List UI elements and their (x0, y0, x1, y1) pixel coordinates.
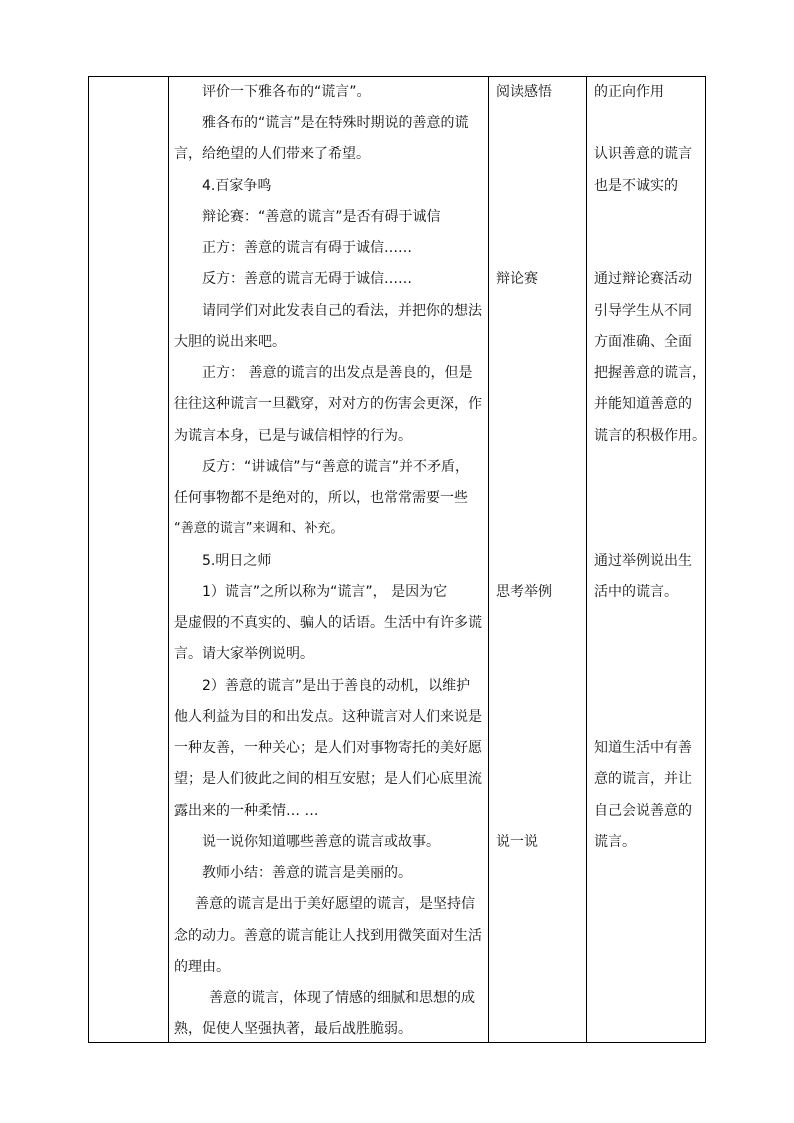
content-line: 评价一下雅各布的“谎言”。 (202, 84, 371, 100)
content-line: “善意的谎言”来调和、补充。 (174, 521, 344, 536)
purpose-line: 方面准确、全面 (594, 334, 692, 350)
purpose-line: 通过举例说出生 (594, 553, 692, 569)
column-divider-1 (168, 76, 169, 1043)
content-line: 说一说你知道哪些善意的谎言或故事。 (202, 834, 440, 850)
purpose-line: 活中的谎言。 (594, 584, 678, 600)
content-line: 善意的谎言是出于美好愿望的谎言，是坚持信 (195, 896, 475, 912)
content-line: 念的动力。善意的谎言能让人找到用微笑面对生活 (174, 928, 482, 944)
content-line: 言。请大家举例说明。 (174, 646, 314, 662)
activity-label: 阅读感悟 (496, 84, 552, 100)
content-line: 是虚假的不真实的、骗人的话语。生活中有许多谎 (174, 615, 482, 631)
content-line: 善意的谎言，体现了情感的细腻和思想的成 (209, 990, 475, 1006)
content-line: 正方：善意的谎言有碍于诚信…… (202, 240, 412, 256)
content-line: 反方：“讲诚信”与“善意的谎言”并不矛盾， (202, 459, 470, 475)
content-line: 辩论赛：“善意的谎言”是否有碍于诚信 (202, 209, 441, 225)
content-line: 雅各布的“谎言”是在特殊时期说的善意的谎 (202, 115, 469, 131)
content-line: 为谎言本身，已是与诚信相悖的行为。 (174, 428, 412, 444)
purpose-line: 也是不诚实的 (594, 178, 678, 194)
purpose-line: 把握善意的谎言， (594, 365, 706, 381)
purpose-line: 意的谎言，并让 (594, 771, 692, 787)
table-border-left (88, 76, 89, 1043)
content-line: 他人利益为目的和出发点。这种谎言对人们来说是 (174, 709, 482, 725)
purpose-line: 认识善意的谎言 (594, 146, 692, 162)
content-line: 的理由。 (174, 959, 230, 975)
purpose-line: 的正向作用 (594, 84, 664, 100)
content-line: 1）谎言”之所以称为“谎言”， 是因为它 (202, 584, 448, 600)
purpose-line: 知道生活中有善 (594, 740, 692, 756)
purpose-line: 引导学生从不同 (594, 303, 692, 319)
content-line: 正方： 善意的谎言的出发点是善良的，但是 (202, 365, 473, 381)
content-line: 请同学们对此发表自己的看法，并把你的想法 (202, 303, 482, 319)
purpose-line: 谎言的积极作用。 (594, 428, 706, 444)
purpose-line: 谎言。 (594, 834, 636, 850)
content-line: 往往这种谎言一旦戳穿，对对方的伤害会更深，作 (174, 396, 482, 412)
column-divider-2 (488, 76, 489, 1043)
content-line: 言，给绝望的人们带来了希望。 (174, 146, 370, 162)
content-line: 教师小结：善意的谎言是美丽的。 (202, 865, 412, 881)
content-line: 望；是人们彼此之间的相互安慰；是人们心底里流 (174, 771, 482, 787)
table-border-bottom (88, 1042, 706, 1043)
activity-label: 思考举例 (496, 584, 552, 600)
purpose-line: 并能知道善意的 (594, 396, 692, 412)
purpose-line: 通过辩论赛活动 (594, 271, 692, 287)
content-line: 任何事物都不是绝对的，所以，也常常需要一些 (174, 490, 468, 506)
content-line: 反方：善意的谎言无碍于诚信…… (202, 271, 412, 287)
content-line: 熟，促使人坚强执著，最后战胜脆弱。 (174, 1021, 412, 1037)
activity-label: 辩论赛 (496, 271, 538, 287)
content-line: 大胆的说出来吧。 (174, 334, 286, 350)
purpose-line: 自己会说善意的 (594, 803, 692, 819)
content-line: 4.百家争鸣 (202, 178, 272, 194)
table-border-top (88, 76, 706, 77)
content-line: 5.明日之师 (202, 553, 272, 569)
activity-label: 说一说 (496, 834, 538, 850)
content-line: 露出来的一种柔情… … (174, 803, 319, 819)
column-divider-3 (586, 76, 587, 1043)
content-line: 2）善意的谎言”是出于善良的动机，以维护 (202, 678, 471, 694)
content-line: 一种友善，一种关心；是人们对事物寄托的美好愿 (174, 740, 482, 756)
table-border-right (705, 76, 706, 1043)
